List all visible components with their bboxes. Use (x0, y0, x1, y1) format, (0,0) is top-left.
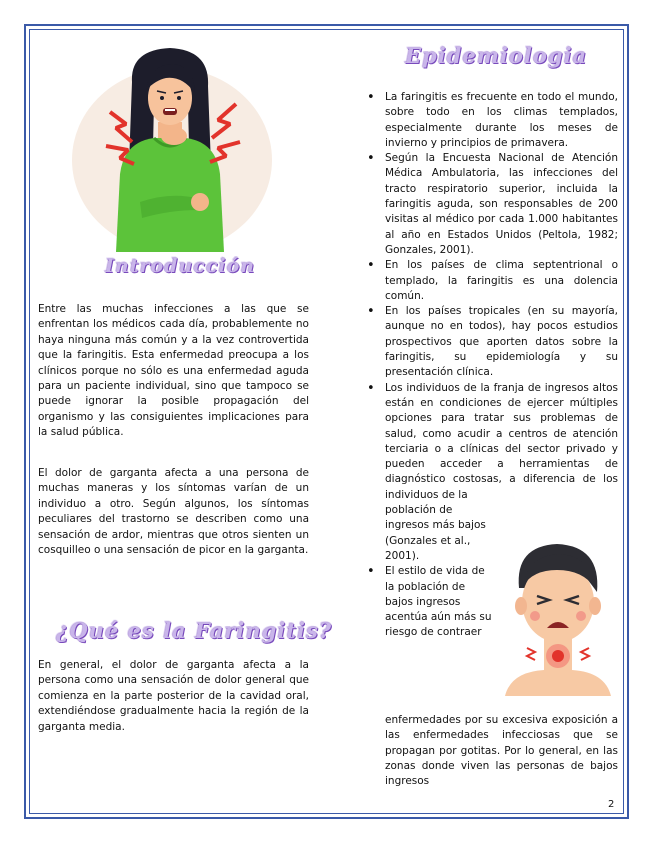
intro-paragraph-2: El dolor de garganta afecta a una persona de muchas maneras y los síntomas varían de un individuo a otro. Según algunos, los síntomas peculiares del trastorno se describen como una sensación de ardor, mientras que otros sienten un cosquilleo o una sensación de picor en la garganta. (38, 467, 309, 557)
introduccion-heading: Introducción (105, 255, 256, 277)
list-item-continuation: enfermedades por su excesiva exposición a las enfermedades infecciosas que se propagan por gotitas. Por lo general, en las zonas donde viven las personas de bajos ingresos (385, 714, 618, 788)
list-item-tail: población de ingresos más bajos (Gonzales et al., 2001). (385, 504, 486, 562)
page-number: 2 (608, 799, 615, 810)
list-item: • La faringitis es frecuente en todo el mundo, sobre todo en los climas templados, especialmente durante los meses de invierno y principios de primavera. (365, 90, 618, 151)
que-es-faringitis-heading: ¿Qué es la Faringitis? (56, 618, 333, 643)
list-item: • Los individuos de la franja de ingresos altos están en condiciones de ejercer múltiples opciones para tratar sus problemas de salud, como acudir a centros de atención terciaria o a clínicas del sector privado y pueden acceder a herramientas de diagnóstico costosas, a diferencia de los individuos de la (365, 381, 618, 503)
woman-sore-throat-illustration-icon (70, 42, 275, 252)
boy-sore-throat-illustration-icon (497, 536, 617, 696)
list-item: • En los países tropicales (en su mayoría, aunque no en todos), hay pocos estudios prospectivos que aporten datos sobre la faringitis, su epidemiología y su presentación clínica. (365, 304, 618, 380)
que-es-paragraph: En general, el dolor de garganta afecta a la persona como una sensación de dolor general que comienza en la parte posterior de la cavidad oral, extendiéndose gradualmente hacia la región de la garganta media. (38, 659, 309, 733)
intro-paragraph-1: Entre las muchas infecciones a las que se enfrentan los médicos cada día, probablemente no haya ninguna más común y a la vez controvertida que la faringitis. Esta enfermedad preocupa a los clínicos porque no sólo es una enfermedad aguda para un paciente individual, sino que tampoco se puede ignorar la posible propagación del organismo y las consiguientes implicaciones para la salud pública. (38, 303, 309, 439)
list-item: • En los países de clima septentrional o templado, la faringitis es una dolencia común. (365, 258, 618, 304)
epidemiologia-heading: Epidemiologia (405, 43, 588, 68)
list-item: • Según la Encuesta Nacional de Atención Médica Ambulatoria, las infecciones del tracto respiratorio superior, incluida la faringitis aguda, son responsables de 200 visitas al médico por cada 1.000 habitantes al año en Estados Unidos (Peltola, 1982; Gonzales, 2001). (365, 151, 618, 258)
list-item (365, 564, 493, 640)
list-item-head: El estilo de vida de la población de bajos ingresos acentúa aún más su riesgo de contraer (385, 565, 492, 639)
list-item-continued (365, 503, 493, 564)
